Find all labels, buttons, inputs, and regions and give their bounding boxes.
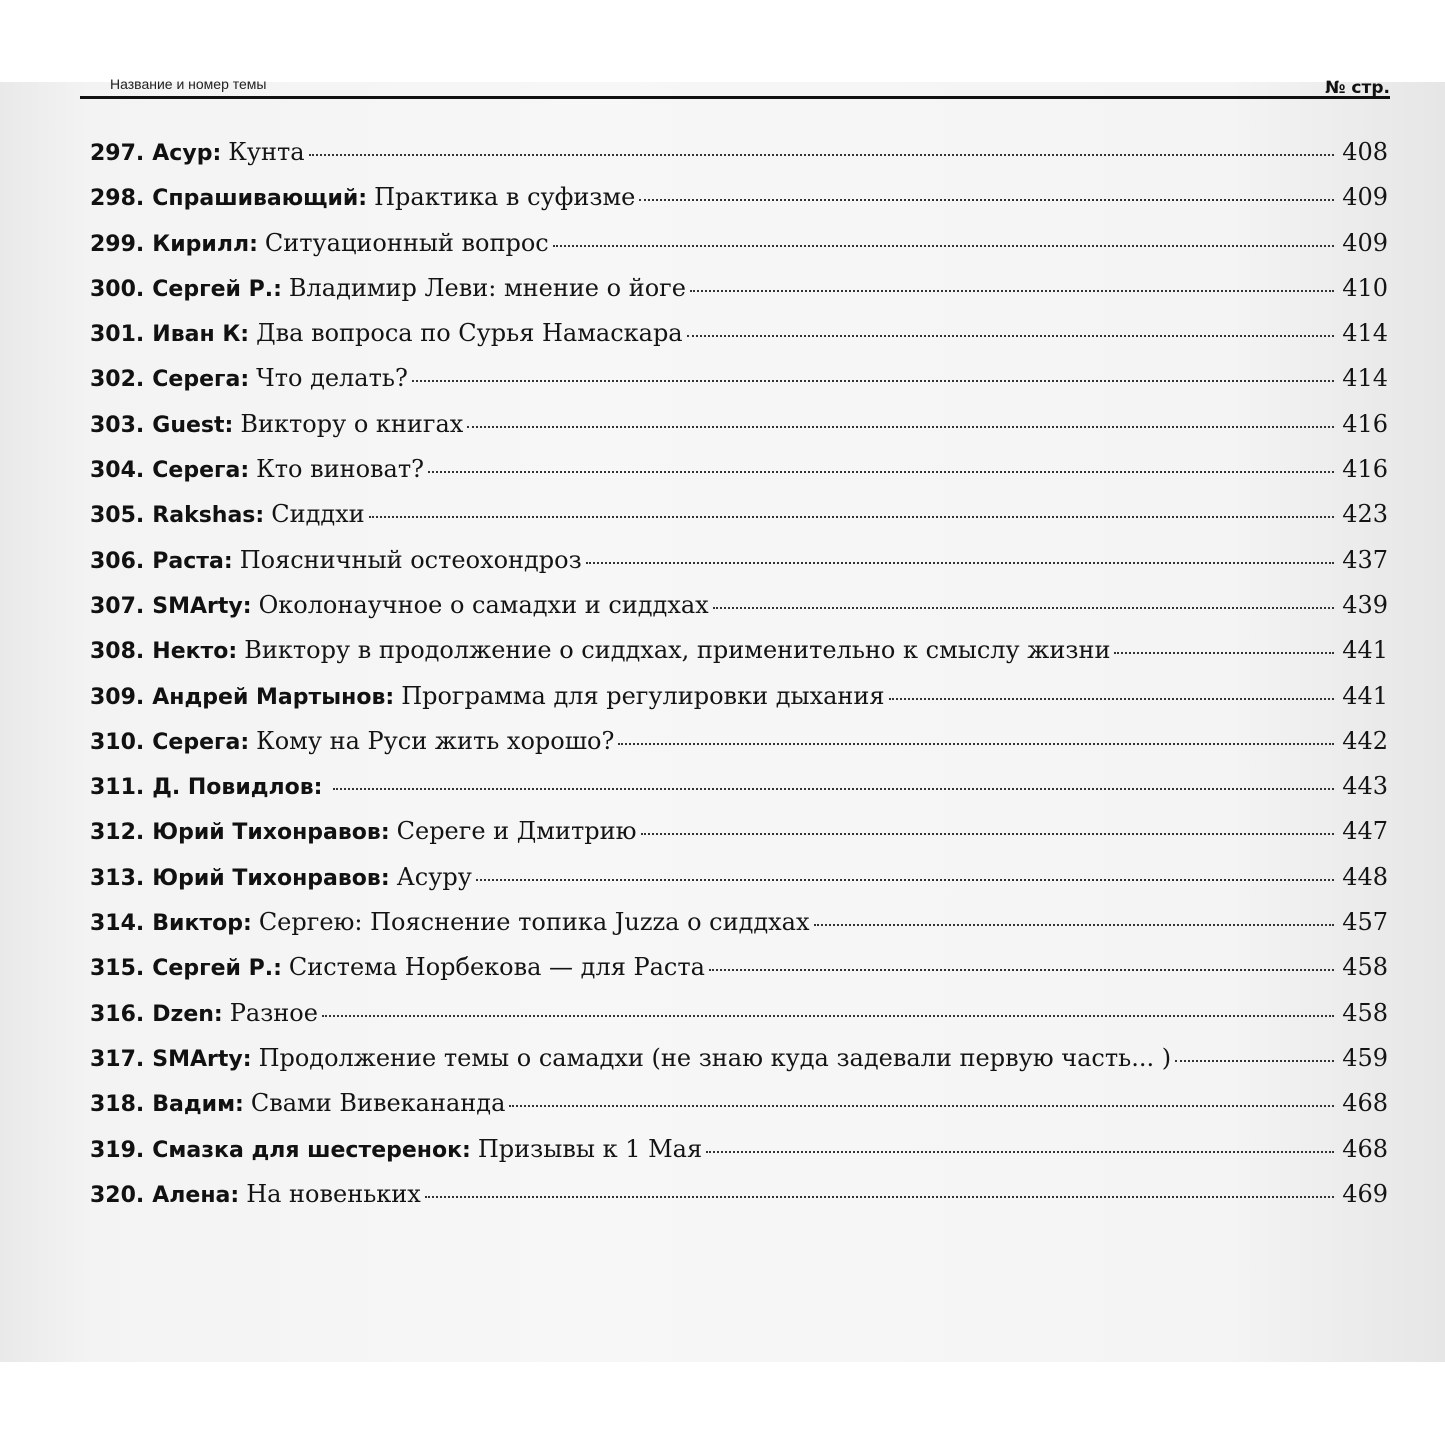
toc-entry — [90, 908, 1388, 953]
entry-number: 314. — [90, 911, 145, 937]
entry-author: Раста: — [152, 548, 233, 574]
entry-author: Спрашивающий: — [152, 186, 368, 212]
entry-title: Система Норбекова — для Раста — [288, 953, 705, 982]
entry-number: 313. — [90, 865, 145, 891]
entry-title: Разное — [229, 998, 318, 1027]
entry-title: Призывы к 1 Мая — [477, 1134, 703, 1163]
entry-author: Сергей Р.: — [152, 276, 282, 302]
entry-number: 302. — [90, 367, 145, 393]
entry-page-number: 441 — [1342, 636, 1388, 665]
entry-title: Практика в суфизме — [374, 183, 636, 212]
entry-page-number: 414 — [1342, 319, 1388, 348]
entry-author: Rakshas: — [152, 503, 265, 529]
dot-leader — [428, 471, 1334, 473]
entry-page-number: 408 — [1342, 138, 1388, 166]
toc-entry — [90, 727, 1388, 772]
toc-entry — [90, 591, 1388, 636]
entry-number: 312. — [90, 820, 145, 846]
entry-number: 304. — [90, 458, 145, 484]
entry-page-number: 439 — [1342, 590, 1388, 619]
entry-page-number: 459 — [1342, 1043, 1388, 1072]
toc-entry — [90, 138, 1388, 183]
dot-leader — [690, 290, 1334, 292]
table-of-contents — [90, 138, 1388, 1225]
entry-page-number: 457 — [1342, 908, 1388, 937]
entry-author: Алена: — [152, 1182, 240, 1208]
entry-title: Сиддхи — [271, 500, 365, 529]
entry-title: Виктору о книгах — [240, 409, 464, 438]
dot-leader — [639, 199, 1334, 201]
entry-author: SMArty: — [152, 593, 252, 619]
entry-title: Программа для регулировки дыхания — [401, 681, 885, 710]
entry-number: 311. — [90, 775, 145, 801]
entry-title: Кто виноват? — [256, 455, 425, 484]
entry-number: 299. — [90, 231, 145, 257]
toc-entry — [90, 1135, 1388, 1180]
entry-title: Виктору в продолжение о сиддхах, применительно к смыслу жизни — [244, 636, 1111, 665]
entry-author: Асур: — [152, 141, 222, 166]
toc-entry — [90, 1044, 1388, 1089]
entry-title: Сереге и Дмитрию — [396, 817, 637, 846]
entry-page-number: 442 — [1342, 726, 1388, 755]
dot-leader — [586, 562, 1334, 564]
dot-leader — [333, 788, 1334, 790]
entry-title: Кунта — [228, 138, 305, 166]
toc-entry — [90, 1089, 1388, 1134]
dot-leader — [412, 380, 1334, 382]
toc-entry — [90, 772, 1388, 817]
toc-entry — [90, 364, 1388, 409]
dot-leader — [369, 516, 1334, 518]
dot-leader — [687, 335, 1334, 337]
entry-title: Два вопроса по Сурья Намаскара — [256, 319, 683, 348]
dot-leader — [322, 1015, 1334, 1017]
entry-number: 308. — [90, 639, 145, 665]
toc-entry — [90, 1180, 1388, 1225]
entry-number: 301. — [90, 322, 145, 348]
dot-leader — [509, 1105, 1334, 1107]
toc-entry — [90, 274, 1388, 319]
entry-number: 319. — [90, 1137, 145, 1163]
running-head-right: № стр. — [1325, 78, 1390, 98]
entry-title: Поясничный остеохондроз — [239, 545, 582, 574]
entry-page-number: 447 — [1342, 817, 1388, 846]
entry-page-number: 448 — [1342, 862, 1388, 891]
entry-page-number: 458 — [1342, 953, 1388, 982]
entry-title: Кому на Руси жить хорошо? — [256, 726, 615, 755]
toc-entry — [90, 455, 1388, 500]
entry-title: Сергею: Пояснение топика Juzza о сиддхах — [258, 908, 810, 937]
entry-author: Сергей Р.: — [152, 956, 282, 982]
entry-author: SMArty: — [152, 1046, 252, 1072]
entry-page-number: 441 — [1342, 681, 1388, 710]
toc-entry — [90, 636, 1388, 681]
entry-title: Ситуационный вопрос — [264, 228, 549, 257]
toc-entry — [90, 183, 1388, 228]
entry-number: 317. — [90, 1046, 145, 1072]
toc-entry — [90, 229, 1388, 274]
entry-author: Серега: — [152, 729, 250, 755]
dot-leader — [713, 607, 1334, 609]
entry-title: Что делать? — [256, 364, 408, 393]
entry-author: Юрий Тихонравов: — [152, 820, 390, 846]
entry-number: 310. — [90, 729, 145, 755]
dot-leader — [889, 698, 1334, 700]
entry-title: Владимир Леви: мнение о йоге — [288, 273, 686, 302]
entry-number: 316. — [90, 1001, 145, 1027]
entry-page-number: 458 — [1342, 998, 1388, 1027]
entry-page-number: 423 — [1342, 500, 1388, 529]
entry-page-number: 410 — [1342, 273, 1388, 302]
toc-entry — [90, 999, 1388, 1044]
entry-author: Некто: — [152, 639, 238, 665]
entry-page-number: 437 — [1342, 545, 1388, 574]
entry-number: 306. — [90, 548, 145, 574]
book-page — [0, 76, 1445, 1362]
dot-leader — [709, 969, 1334, 971]
running-head — [80, 76, 1390, 99]
entry-number: 315. — [90, 956, 145, 982]
entry-number: 309. — [90, 684, 145, 710]
entry-author: Guest: — [152, 412, 234, 438]
toc-entry — [90, 817, 1388, 862]
running-head-left: Название и номер темы — [110, 76, 267, 92]
entry-page-number: 409 — [1342, 228, 1388, 257]
entry-title: Свами Вивекананда — [250, 1089, 506, 1118]
entry-number: 298. — [90, 186, 145, 212]
entry-number: 305. — [90, 503, 145, 529]
dot-leader — [425, 1196, 1334, 1198]
entry-page-number: 468 — [1342, 1134, 1388, 1163]
entry-author: Смазка для шестеренок: — [152, 1137, 471, 1163]
entry-number: 320. — [90, 1182, 145, 1208]
dot-leader — [476, 879, 1334, 881]
entry-author: Вадим: — [152, 1092, 244, 1118]
entry-author: Серега: — [152, 367, 250, 393]
entry-author: Кирилл: — [152, 231, 258, 257]
toc-entry — [90, 953, 1388, 998]
entry-number: 297. — [90, 141, 145, 166]
entry-author: Андрей Мартынов: — [152, 684, 395, 710]
entry-title: На новеньких — [246, 1179, 421, 1208]
toc-entry — [90, 410, 1388, 455]
dot-leader — [814, 924, 1334, 926]
entry-author: Виктор: — [152, 911, 252, 937]
dot-leader — [1175, 1060, 1334, 1062]
entry-page-number: 468 — [1342, 1089, 1388, 1118]
toc-entry — [90, 319, 1388, 364]
entry-author: Д. Повидлов: — [152, 775, 323, 801]
entry-page-number: 416 — [1342, 455, 1388, 484]
entry-title: Асуру — [396, 862, 472, 891]
dot-leader — [1114, 652, 1334, 654]
entry-page-number: 414 — [1342, 364, 1388, 393]
entry-author: Dzen: — [152, 1001, 223, 1027]
toc-entry — [90, 546, 1388, 591]
dot-leader — [618, 743, 1334, 745]
entry-author: Иван К: — [152, 322, 250, 348]
toc-entry — [90, 500, 1388, 545]
entry-page-number: 443 — [1342, 772, 1388, 801]
entry-number: 303. — [90, 412, 145, 438]
entry-page-number: 416 — [1342, 409, 1388, 438]
dot-leader — [641, 833, 1335, 835]
dot-leader — [553, 245, 1334, 247]
dot-leader — [706, 1151, 1334, 1153]
entry-number: 300. — [90, 276, 145, 302]
entry-title: Околонаучное о самадхи и сиддхах — [258, 590, 709, 619]
dot-leader — [309, 154, 1334, 156]
toc-entry — [90, 863, 1388, 908]
entry-title: Продолжение темы о самадхи (не знаю куда задевали первую часть... ) — [258, 1043, 1172, 1072]
entry-author: Юрий Тихонравов: — [152, 865, 390, 891]
entry-page-number: 469 — [1342, 1179, 1388, 1208]
entry-number: 307. — [90, 593, 145, 619]
dot-leader — [467, 426, 1334, 428]
entry-author: Серега: — [152, 458, 250, 484]
entry-page-number: 409 — [1342, 183, 1388, 212]
entry-number: 318. — [90, 1092, 145, 1118]
toc-entry — [90, 682, 1388, 727]
